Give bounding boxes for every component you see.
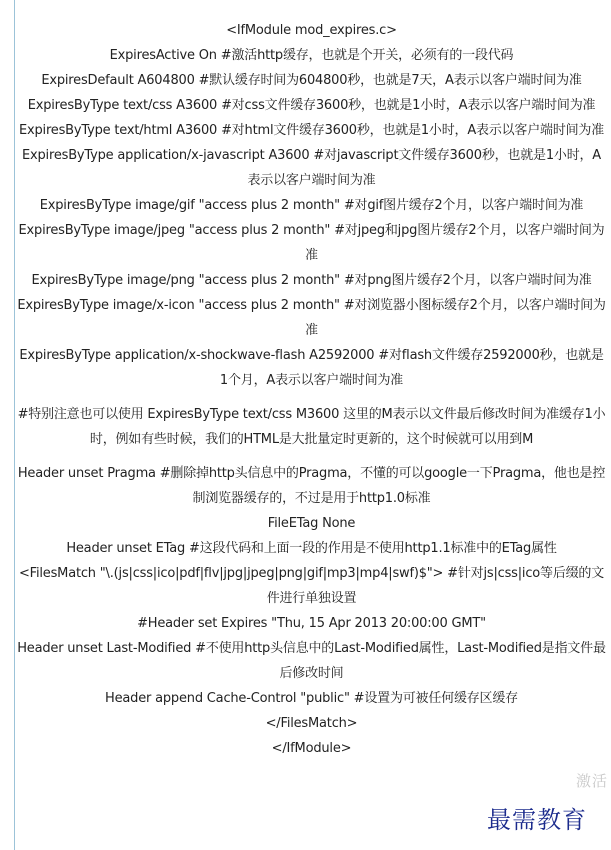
code-line-cache-control: Header append Cache-Control "public" #设置为可被任何缓存区缓存 bbox=[105, 691, 518, 706]
watermark-activate: 激活 bbox=[576, 772, 609, 790]
code-line-expires-css: ExpiresByType text/css A3600 #对css文件缓存3600秒，也就是1小时，A表示以客户端时间为准 bbox=[27, 98, 596, 113]
code-line-filesmatch-close: </FilesMatch> bbox=[265, 716, 358, 731]
spacer bbox=[17, 393, 606, 402]
code-line-ifmodule-close: </IfModule> bbox=[271, 741, 352, 756]
code-line-expires-html: ExpiresByType text/html A3600 #对html文件缓存3600秒，也就是1小时，A表示以客户端时间为准 bbox=[18, 123, 605, 138]
code-line-set-expires: #Header set Expires "Thu, 15 Apr 2013 20:00:00 GMT" bbox=[137, 616, 486, 631]
code-line-fileetag: FileETag None bbox=[267, 516, 356, 531]
code-line-ifmodule-open: <IfModule mod_expires.c> bbox=[226, 23, 397, 38]
code-line-filesmatch-open: <FilesMatch "\.(js|css|ico|pdf|flv|jpg|jpeg|png|gif|mp3|mp4|swf)$"> #针对js|css|ico等后缀的文件进行单独设置 bbox=[18, 566, 605, 606]
code-line-note-modified: #特别注意也可以使用 ExpiresByType text/css M3600 这里的M表示以文件最后修改时间为准缓存1小时，例如有些时候，我们的HTML是大批量定时更新的，这个时候就可以用到M bbox=[17, 407, 606, 447]
code-line-expires-jpeg: ExpiresByType image/jpeg "access plus 2 month" #对jpeg和jpg图片缓存2个月，以客户端时间为准 bbox=[18, 223, 605, 263]
code-line-unset-last-modified: Header unset Last-Modified #不使用http头信息中的Last-Modified属性，Last-Modified是指文件最后修改时间 bbox=[17, 641, 606, 681]
code-line-expires-png: ExpiresByType image/png "access plus 2 month" #对png图片缓存2个月，以客户端时间为准 bbox=[31, 273, 592, 288]
code-line-expires-flash: ExpiresByType application/x-shockwave-flash A2592000 #对flash文件缓存2592000秒，也就是1个月，A表示以客户端时间为准 bbox=[19, 348, 604, 388]
code-line-expires-active: ExpiresActive On #激活http缓存，也就是个开关，必须有的一段代码 bbox=[109, 48, 514, 63]
code-line-expires-gif: ExpiresByType image/gif "access plus 2 month" #对gif图片缓存2个月，以客户端时间为准 bbox=[39, 198, 584, 213]
document-frame bbox=[14, 0, 611, 850]
code-line-expires-default: ExpiresDefault A604800 #默认缓存时间为604800秒，也就是7天，A表示以客户端时间为准 bbox=[41, 73, 582, 88]
code-line-expires-javascript: ExpiresByType application/x-javascript A3600 #对javascript文件缓存3600秒，也就是1小时，A表示以客户端时间为准 bbox=[22, 148, 601, 188]
code-snippet bbox=[15, 18, 611, 761]
watermark-brand: 最需教育 bbox=[487, 806, 587, 834]
code-line-unset-pragma: Header unset Pragma #删除掉http头信息中的Pragma，不懂的可以google一下Pragma，他也是控制浏览器缓存的，不过是用于http1.0标准 bbox=[17, 466, 606, 506]
code-line-expires-icon: ExpiresByType image/x-icon "access plus 2 month" #对浏览器小图标缓存2个月，以客户端时间为准 bbox=[17, 298, 606, 338]
spacer bbox=[17, 452, 606, 461]
code-line-unset-etag: Header unset ETag #这段代码和上面一段的作用是不使用http1.1标准中的ETag属性 bbox=[66, 541, 557, 556]
